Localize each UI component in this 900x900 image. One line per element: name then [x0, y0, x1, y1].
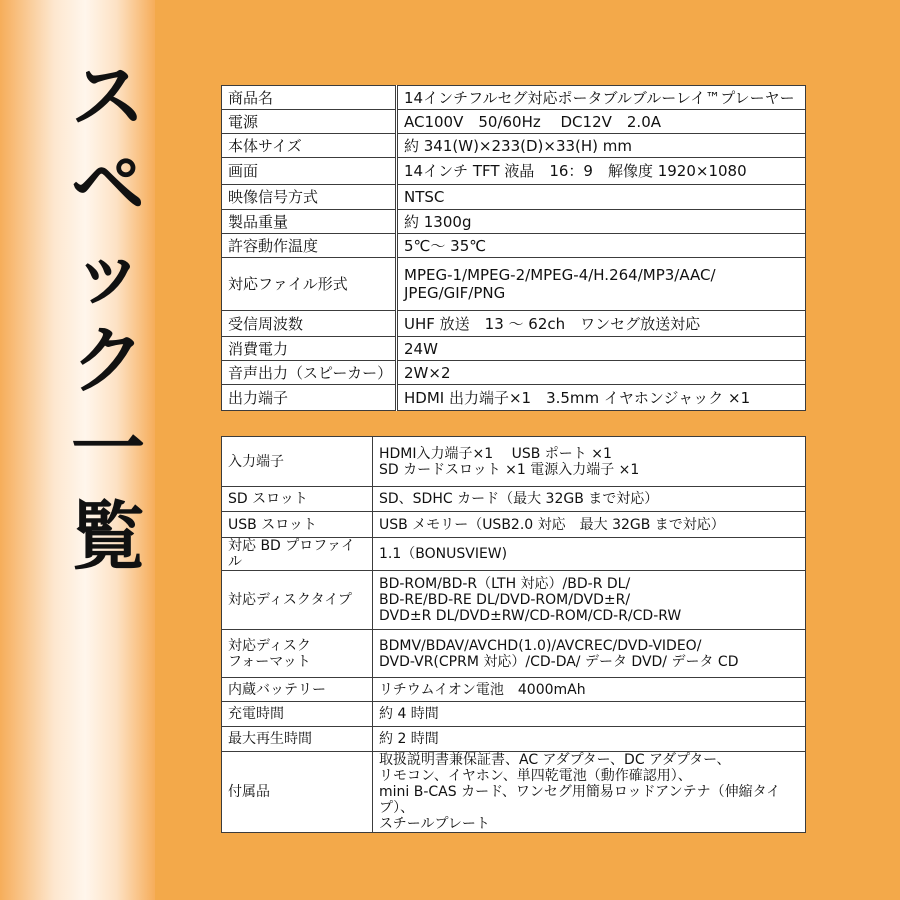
spec-row — [222, 110, 806, 134]
spec-value: 14インチ TFT 液晶 16：9 解像度 1920×1080 — [397, 158, 806, 185]
spec-row — [222, 210, 806, 234]
spec-row — [222, 158, 806, 185]
spec-row — [222, 571, 806, 630]
spec-row — [222, 487, 806, 512]
spec-row — [222, 185, 806, 210]
spec-value: 5℃～ 35℃ — [397, 234, 806, 258]
spec-value: BDMV/BDAV/AVCHD(1.0)/AVCREC/DVD-VIDEO/ DVD-VR(CPRM 対応）/CD-DA/ データ DVD/ データ CD — [373, 630, 806, 678]
spec-row — [222, 337, 806, 361]
spec-row — [222, 234, 806, 258]
spec-value: NTSC — [397, 185, 806, 210]
spec-value: UHF 放送 13 ～ 62ch ワンセグ放送対応 — [397, 311, 806, 337]
spec-row — [222, 258, 806, 311]
spec-label: 商品名 — [222, 86, 397, 110]
spec-label: SD スロット — [222, 487, 373, 512]
spec-value: HDMI入力端子×1 USB ポート ×1 SD カードスロット ×1 電源入力端子 ×1 — [373, 437, 806, 487]
spec-row — [222, 630, 806, 678]
spec-value: 2W×2 — [397, 361, 806, 385]
spec-value: 14インチフルセグ対応ポータブルブルーレイ™プレーヤー — [397, 86, 806, 110]
spec-value: 約 4 時間 — [373, 702, 806, 727]
spec-row — [222, 361, 806, 385]
spec-label: 付属品 — [222, 752, 373, 833]
spec-value: BD-ROM/BD-R（LTH 対応）/BD-R DL/ BD-RE/BD-RE DL/DVD-ROM/DVD±R/ DVD±R DL/DVD±RW/CD-ROM/CD-R/CD-RW — [373, 571, 806, 630]
spec-label: 映像信号方式 — [222, 185, 397, 210]
spec-row — [222, 752, 806, 833]
spec-label: 充電時間 — [222, 702, 373, 727]
spec-label: 電源 — [222, 110, 397, 134]
spec-label: 許容動作温度 — [222, 234, 397, 258]
title-char: ス — [71, 54, 145, 140]
spec-table-main — [221, 85, 806, 411]
spec-label: 対応ディスク フォーマット — [222, 630, 373, 678]
spec-value: MPEG-1/MPEG-2/MPEG-4/H.264/MP3/AAC/ JPEG/GIF/PNG — [397, 258, 806, 311]
spec-value: 取扱説明書兼保証書、AC アダプター、DC アダプター、 リモコン、イヤホン、単四乾電池（動作確認用）、 mini B-CAS カード、ワンセグ用簡易ロッドアンテナ（伸縮タイプ）、 スチールプレート — [373, 752, 806, 833]
spec-label: 対応 BD プロファイル — [222, 538, 373, 571]
spec-row — [222, 86, 806, 110]
spec-label: USB スロット — [222, 512, 373, 538]
spec-row — [222, 512, 806, 538]
spec-row — [222, 678, 806, 702]
spec-label: 消費電力 — [222, 337, 397, 361]
spec-row — [222, 538, 806, 571]
spec-value: 約 341(W)×233(D)×33(H) mm — [397, 134, 806, 158]
title-char: 覧 — [71, 494, 145, 580]
spec-label: 音声出力（スピーカー） — [222, 361, 397, 385]
title-char: ペ — [71, 142, 145, 228]
spec-value: 1.1（BONUSVIEW) — [373, 538, 806, 571]
spec-label: 最大再生時間 — [222, 727, 373, 752]
spec-label: 対応ディスクタイプ — [222, 571, 373, 630]
page-title — [58, 54, 158, 588]
spec-label: 画面 — [222, 158, 397, 185]
spec-label: 入力端子 — [222, 437, 373, 487]
spec-label: 対応ファイル形式 — [222, 258, 397, 311]
spec-value: リチウムイオン電池 4000mAh — [373, 678, 806, 702]
spec-value: HDMI 出力端子×1 3.5mm イヤホンジャック ×1 — [397, 385, 806, 411]
spec-row — [222, 385, 806, 411]
spec-row — [222, 437, 806, 487]
spec-label: 出力端子 — [222, 385, 397, 411]
spec-label: 内蔵バッテリー — [222, 678, 373, 702]
spec-value: SD、SDHC カード（最大 32GB まで対応） — [373, 487, 806, 512]
spec-value: AC100V 50/60Hz DC12V 2.0A — [397, 110, 806, 134]
title-char: 一 — [71, 406, 145, 492]
spec-label: 製品重量 — [222, 210, 397, 234]
spec-row — [222, 702, 806, 727]
spec-value: 24W — [397, 337, 806, 361]
spec-label: 受信周波数 — [222, 311, 397, 337]
spec-table-extra — [221, 436, 806, 833]
spec-row — [222, 311, 806, 337]
spec-label: 本体サイズ — [222, 134, 397, 158]
title-char: ク — [71, 318, 145, 404]
spec-value: 約 2 時間 — [373, 727, 806, 752]
spec-value: USB メモリー（USB2.0 対応 最大 32GB まで対応） — [373, 512, 806, 538]
spec-value: 約 1300g — [397, 210, 806, 234]
spec-row — [222, 727, 806, 752]
title-char: ッ — [71, 230, 145, 316]
spec-row — [222, 134, 806, 158]
